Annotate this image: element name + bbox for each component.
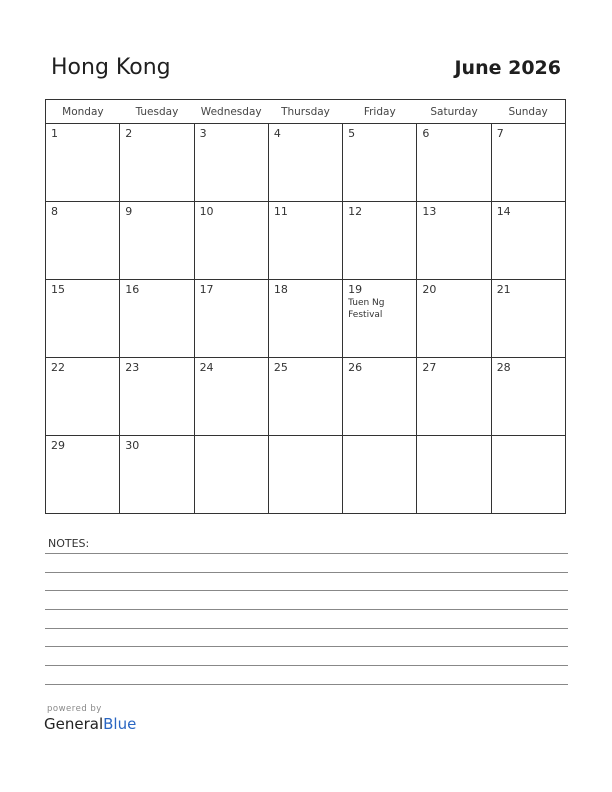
weekday-sunday: Sunday — [491, 100, 565, 124]
note-line — [45, 553, 568, 554]
day-cell — [417, 280, 491, 358]
note-line — [45, 684, 568, 685]
day-number: 19 — [348, 283, 363, 296]
week-row — [46, 358, 566, 436]
day-cell — [194, 202, 268, 280]
day-number: 7 — [496, 127, 504, 140]
day-number: 2 — [125, 127, 133, 140]
day-number: 1 — [51, 127, 58, 140]
day-cell — [268, 358, 342, 436]
week-row — [46, 436, 566, 514]
week-row — [46, 202, 566, 280]
powered-by-text: powered by — [47, 704, 102, 714]
day-number: 22 — [51, 361, 65, 374]
day-cell — [120, 124, 194, 202]
day-cell — [120, 202, 194, 280]
day-number: 30 — [125, 439, 140, 452]
day-cell — [343, 202, 417, 280]
day-cell — [46, 436, 120, 514]
day-number: 8 — [51, 205, 58, 218]
brand-name — [44, 715, 136, 733]
day-number: 15 — [51, 283, 65, 296]
day-cell — [343, 358, 417, 436]
note-line — [45, 646, 568, 647]
day-number: 14 — [496, 205, 511, 218]
day-number: 6 — [422, 127, 430, 140]
day-cell — [343, 124, 417, 202]
day-number: 17 — [199, 283, 214, 296]
day-number: 11 — [273, 205, 288, 218]
brand-general: General — [44, 715, 104, 733]
generalblue-logo — [44, 704, 136, 733]
day-cell — [268, 280, 342, 358]
day-cell — [120, 436, 194, 514]
day-cell — [491, 436, 565, 514]
day-number: 13 — [422, 205, 437, 218]
day-number: 20 — [422, 283, 437, 296]
day-cell — [417, 202, 491, 280]
note-line — [45, 609, 568, 610]
week-row — [46, 280, 566, 358]
note-line — [45, 590, 568, 591]
note-line — [45, 572, 568, 573]
day-number: 24 — [199, 361, 214, 374]
brand-blue: Blue — [103, 715, 137, 733]
notes-label: NOTES: — [48, 537, 90, 550]
day-cell — [417, 124, 491, 202]
day-number: 26 — [348, 361, 363, 374]
day-number: 21 — [496, 283, 511, 296]
weekday-header-row — [46, 100, 566, 124]
weekday-monday: Monday — [46, 100, 120, 124]
day-cell — [120, 280, 194, 358]
day-cell — [194, 436, 268, 514]
day-number: 25 — [273, 361, 288, 374]
weekday-friday: Friday — [343, 100, 417, 124]
day-cell — [417, 358, 491, 436]
day-cell — [194, 280, 268, 358]
note-line — [45, 665, 568, 666]
day-number: 28 — [496, 361, 511, 374]
region-title: Hong Kong — [51, 55, 171, 80]
day-number: 10 — [199, 205, 214, 218]
day-number: 12 — [348, 205, 363, 218]
day-cell — [491, 280, 565, 358]
day-number: 9 — [125, 205, 133, 218]
day-number: 3 — [199, 127, 207, 140]
month-title: June 2026 — [454, 57, 561, 79]
day-cell — [343, 280, 417, 358]
day-cell — [491, 124, 565, 202]
day-cell — [194, 124, 268, 202]
day-number: 18 — [273, 283, 288, 296]
day-cell — [343, 436, 417, 514]
day-cell — [491, 202, 565, 280]
day-cell — [268, 436, 342, 514]
weekday-tuesday: Tuesday — [120, 100, 194, 124]
holiday-label: Tuen Ng Festival — [348, 298, 385, 320]
weekday-wednesday: Wednesday — [194, 100, 268, 124]
calendar-body — [46, 124, 566, 514]
note-line — [45, 628, 568, 629]
day-cell — [268, 124, 342, 202]
weekday-saturday: Saturday — [417, 100, 491, 124]
day-number: 16 — [125, 283, 140, 296]
day-cell — [491, 358, 565, 436]
day-cell — [46, 280, 120, 358]
day-number: 23 — [125, 361, 140, 374]
day-cell — [268, 202, 342, 280]
calendar-grid — [45, 99, 566, 514]
day-cell — [46, 358, 120, 436]
day-number: 4 — [273, 127, 281, 140]
weekday-thursday: Thursday — [268, 100, 342, 124]
day-cell — [194, 358, 268, 436]
day-cell — [417, 436, 491, 514]
day-cell — [46, 124, 120, 202]
day-cell — [46, 202, 120, 280]
day-cell — [120, 358, 194, 436]
day-number: 27 — [422, 361, 437, 374]
week-row — [46, 124, 566, 202]
day-number: 5 — [348, 127, 356, 140]
day-number: 29 — [51, 439, 65, 452]
